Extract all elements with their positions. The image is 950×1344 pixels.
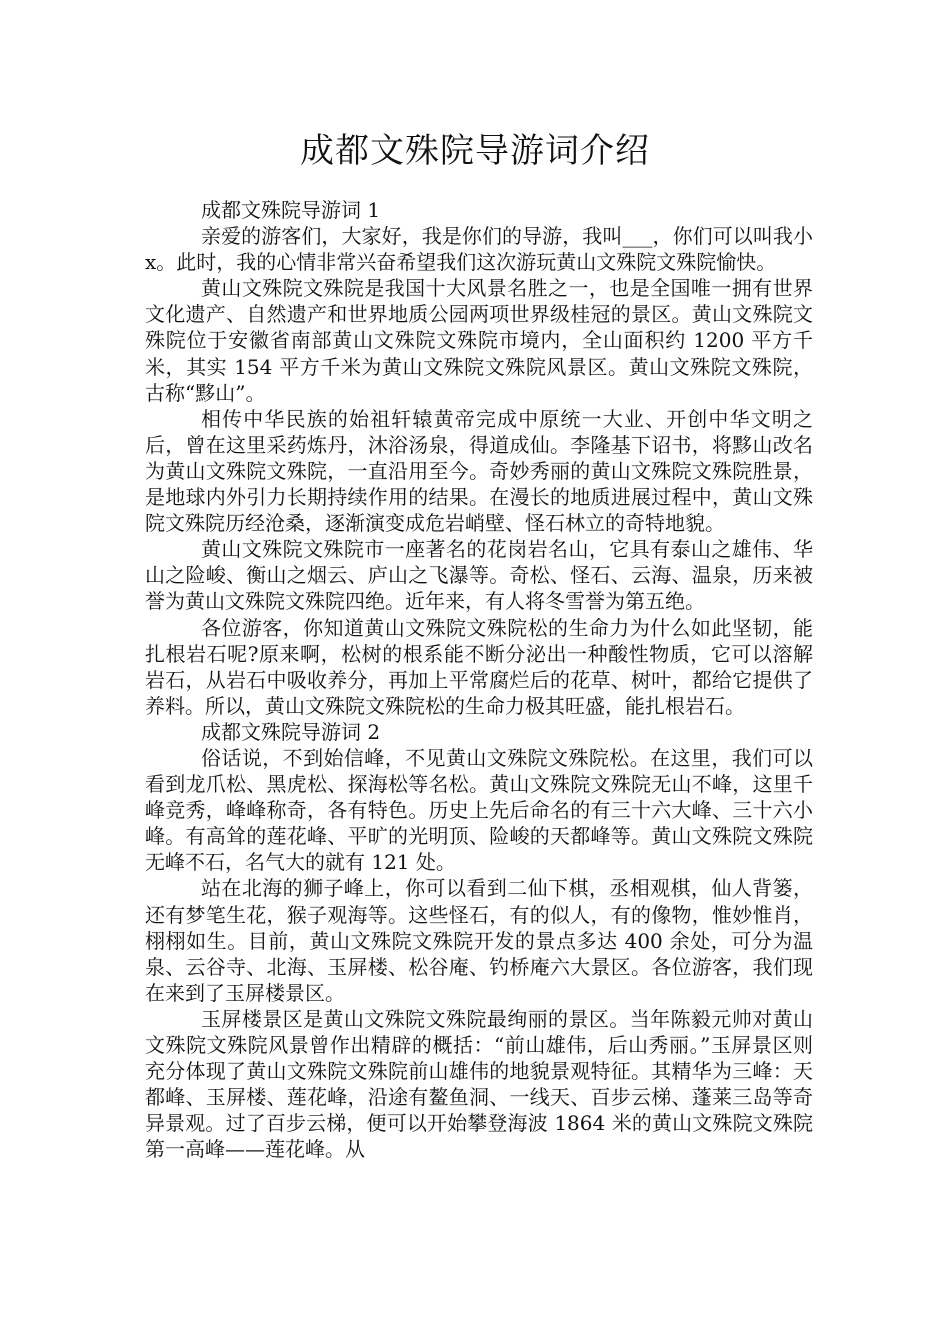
paragraph: 黄山文殊院文殊院市一座著名的花岗岩名山，它具有泰山之雄伟、华山之险峻、衡山之烟云、庐山之飞瀑等。奇松、怪石、云海、温泉，历来被誉为黄山文殊院文殊院四绝。近年来，有人将冬雪誉为第五绝。 — [145, 537, 813, 614]
section-heading-1: 成都文殊院导游词 1 — [201, 198, 381, 222]
paragraph: 玉屏楼景区是黄山文殊院文殊院最绚丽的景区。当年陈毅元帅对黄山文殊院文殊院风景曾作出精辟的概括：“前山雄伟，后山秀丽。”玉屏景区则充分体现了黄山文殊院文殊院前山雄伟的地貌景观特征。其精华为三峰：天都峰、玉屏楼、莲花峰，沿途有鳌鱼洞、一线天、百步云梯、蓬莱三岛等奇异景观。过了百步云梯，便可以开始攀登海波 1864 米的黄山文殊院文殊院第一高峰——莲花峰。从 — [145, 1006, 813, 1162]
paragraph: 站在北海的狮子峰上，你可以看到二仙下棋，丞相观棋，仙人背篓，还有梦笔生花，猴子观海等。这些怪石，有的似人，有的像物，惟妙惟肖，栩栩如生。目前，黄山文殊院文殊院开发的景点多达 400 余处，可分为温泉、云谷寺、北海、玉屏楼、松谷庵、钓桥庵六大景区。各位游客，我们现在来到了玉屏楼景区。 — [145, 876, 813, 1005]
document-body — [145, 197, 813, 1162]
paragraph: 亲爱的游客们，大家好，我是你们的导游，我叫___，你们可以叫我小 x。此时，我的心情非常兴奋希望我们这次游玩黄山文殊院文殊院愉快。 — [145, 224, 813, 275]
section-heading-2: 成都文殊院导游词 2 — [201, 719, 381, 744]
paragraph: 黄山文殊院文殊院是我国十大风景名胜之一，也是全国唯一拥有世界文化遗产、自然遗产和世界地质公园两项世界级桂冠的景区。黄山文殊院文殊院位于安徽省南部黄山文殊院文殊院市境内，全山面积约 1200 平方千米，其实 154 平方千米为黄山文殊院文殊院风景区。黄山文殊院文殊院，古称“黟山”。 — [145, 276, 813, 405]
page-title: 成都文殊院导游词介绍 — [300, 131, 650, 171]
paragraph: 各位游客，你知道黄山文殊院文殊院松的生命力为什么如此坚韧，能扎根岩石呢?原来啊，松树的根系能不断分泌出一种酸性物质，它可以溶解岩石，从岩石中吸收养分，再加上平常腐烂后的花草、树叶，都给它提供了养料。所以，黄山文殊院文殊院松的生命力极其旺盛，能扎根岩石。 — [145, 615, 813, 718]
paragraph: 相传中华民族的始祖轩辕黄帝完成中原统一大业、开创中华文明之后，曾在这里采药炼丹，沐浴汤泉，得道成仙。李隆基下诏书，将黟山改名为黄山文殊院文殊院，一直沿用至今。奇妙秀丽的黄山文殊院文殊院胜景，是地球内外引力长期持续作用的结果。在漫长的地质进展过程中，黄山文殊院文殊院历经沧桑，逐渐演变成危岩峭壁、怪石林立的奇特地貌。 — [145, 406, 813, 536]
paragraph: 俗话说，不到始信峰，不见黄山文殊院文殊院松。在这里，我们可以看到龙爪松、黑虎松、探海松等名松。黄山文殊院文殊院无山不峰，这里千峰竞秀，峰峰称奇，各有特色。历史上先后命名的有三十六大峰、三十六小峰。有高耸的莲花峰、平旷的光明顶、险峻的天都峰等。黄山文殊院文殊院无峰不石，名气大的就有 121 处。 — [145, 745, 813, 875]
